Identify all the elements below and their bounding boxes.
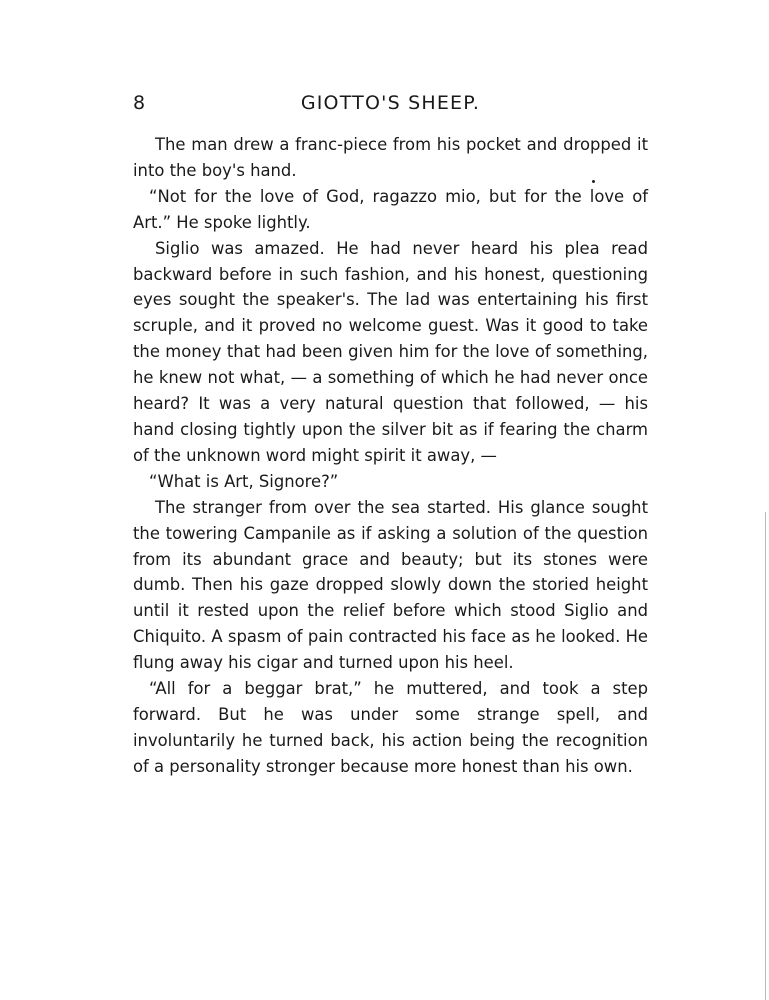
page-number: 8 <box>133 92 147 114</box>
paragraph: The stranger from over the sea started. His glance sought the towering Campanile as if asking a solution of the question from its abundant grace and beauty; but its stones were dumb. Then his gaze dropped slowly down the storied height until it rested upon the relief before which stood Siglio and Chiquito. A spasm of pain contracted his face as he looked. He flung away his cigar and turned upon his heel. <box>133 497 648 673</box>
body-text <box>133 132 648 780</box>
paragraph: “All for a beggar brat,” he muttered, and took a step forward. But he was under some strange spell, and involuntarily he turned back, his action being the recognition of a personality stronger because more honest than his own. <box>133 679 648 776</box>
paragraph: “What is Art, Signore?” <box>149 471 339 491</box>
scan-edge-line <box>765 512 766 1000</box>
paragraph: Siglio was amazed. He had never heard his plea read backward before in such fashion, and his honest, questioning eyes sought the speaker's. The lad was entertaining his first scruple, and it proved no welcome guest. Was it good to take the money that had been given him for the love of something, he knew not what, — a something of which he had never once heard? It was a very natural question that followed, — his hand closing tightly upon the silver bit as if fearing the charm of the unknown word might spirit it away, — <box>133 238 648 465</box>
ink-speck <box>592 180 595 183</box>
page-header <box>133 92 648 122</box>
paragraph: “Not for the love of God, ragazzo mio, but for the love of Art.” He spoke lightly. <box>133 186 648 232</box>
running-title: GIOTTO'S SHEEP. <box>300 92 481 114</box>
paragraph: The man drew a franc-piece from his pocket and dropped it into the boy's hand. <box>133 135 648 180</box>
